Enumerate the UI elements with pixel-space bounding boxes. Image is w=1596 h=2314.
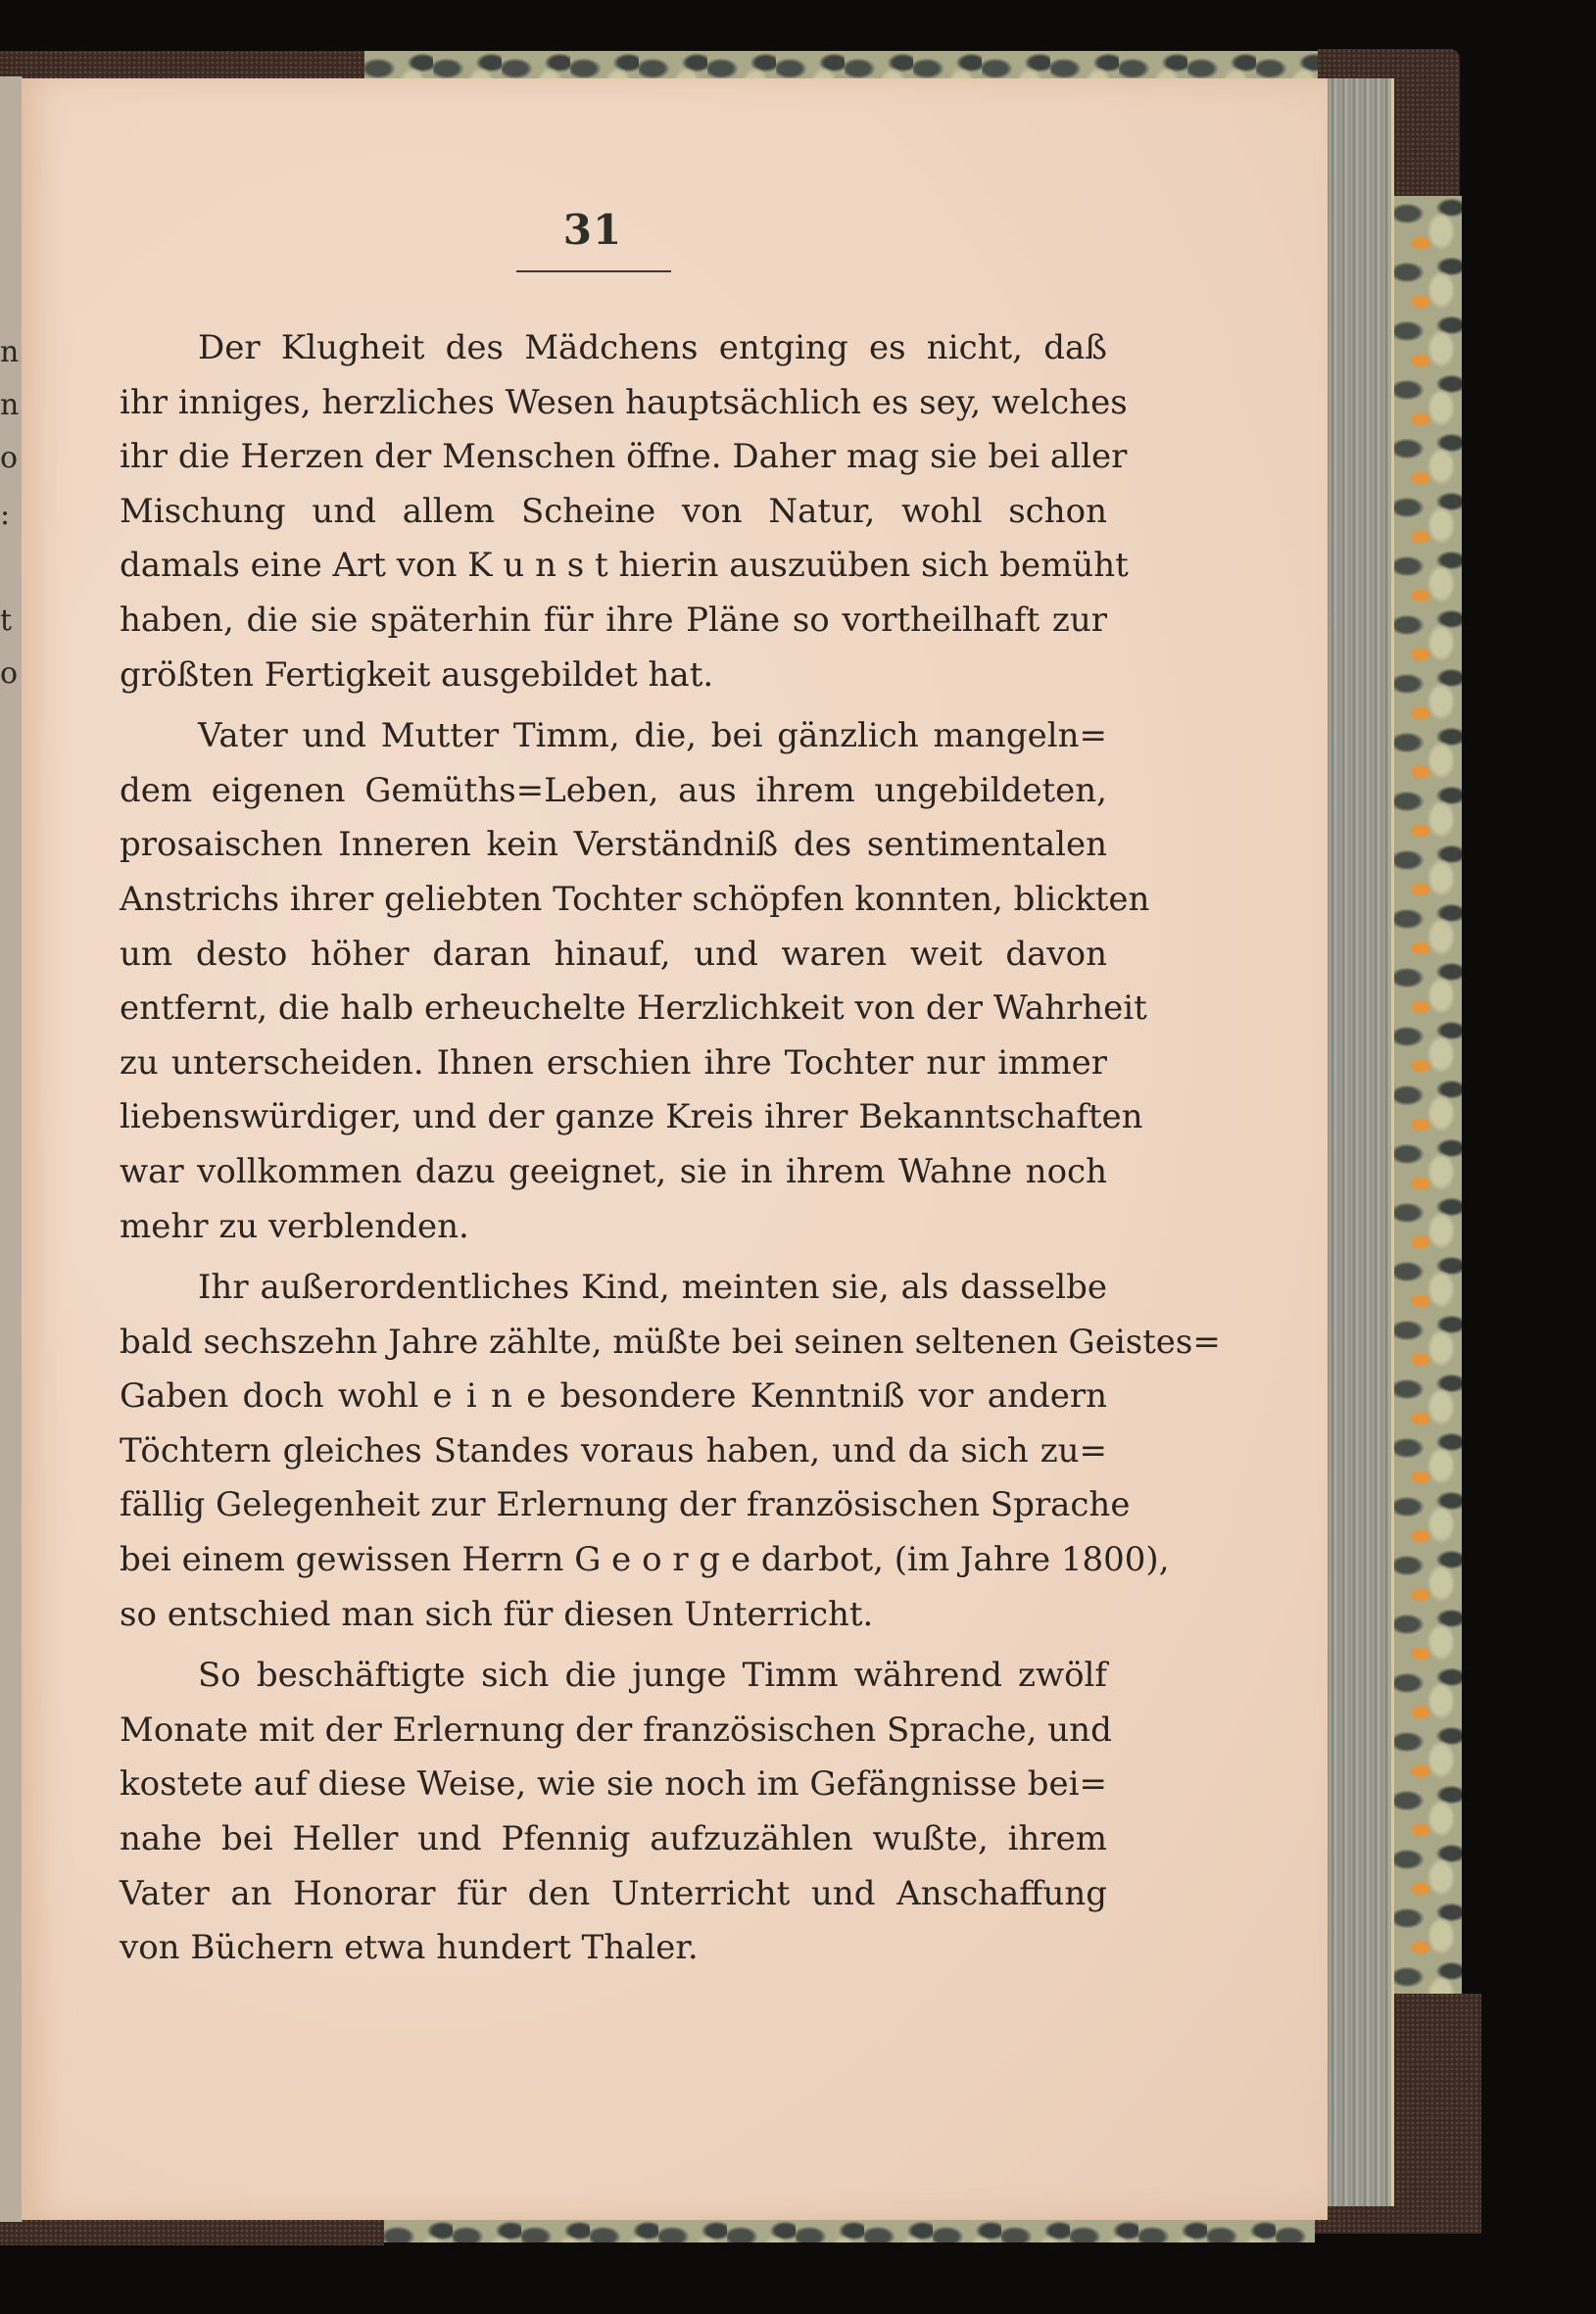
text-line: so entschied man sich für diesen Unterricht. [120,1594,874,1634]
text-line: mehr zu verblenden. [120,1206,469,1246]
paragraph-1 [120,321,1129,702]
text-line: damals eine Art von K u n s t hierin auszuüben sich bemüht [120,546,1129,586]
text-line: Ihr außerordentliches Kind, meinten sie, als dasselbe [198,1268,1107,1308]
header-rule [516,270,671,272]
text-line: prosaischen Inneren kein Verständniß des sentimentalen [120,825,1107,865]
bottom-cloth-binding [0,2219,384,2245]
facing-fragment: o [0,656,19,691]
facing-fragment: o [0,441,19,475]
text-line: ihr die Herzen der Menschen öffne. Daher mag sie bei aller [120,437,1128,477]
text-line: liebenswürdiger, und der ganze Kreis ihrer Bekanntschaften [120,1097,1143,1137]
facing-fragment: t [0,603,13,638]
text-line: Der Klugheit des Mädchens entging es nicht, daß [198,328,1107,367]
text-line: kostete auf diese Weise, wie sie noch im Gefängnisse bei= [120,1764,1107,1805]
text-line: Mischung und allem Scheine von Natur, wohl schon [120,491,1107,531]
bottom-marbled-board [384,2219,1315,2242]
page-edges-stack [1328,78,1394,2206]
text-line: größten Fertigkeit ausgebildet hat. [120,654,714,695]
text-line: war vollkommen dazu geeignet, sie in ihrem Wahne noch [120,1151,1107,1191]
facing-fragment: n [0,388,20,422]
text-line: ihr inniges, herzliches Wesen hauptsächlich es sey, welches [120,382,1128,422]
body-text [120,321,1221,1983]
text-line: Gaben doch wohl e i n e besondere Kenntniß vor andern [120,1376,1107,1417]
right-marbled-board [1393,196,1462,1999]
page-number: 31 [562,206,623,254]
top-marbled-board [364,51,1320,78]
facing-page-edge [0,76,23,2222]
text-line: haben, die sie späterhin für ihre Pläne so vortheilhaft zur [120,600,1107,640]
text-line: dem eigenen Gemüths=Leben, aus ihrem ungebildeten, [120,770,1107,810]
text-line: Vater an Honorar für den Unterricht und Anschaffung [120,1873,1107,1913]
text-line: Töchtern gleiches Standes voraus haben, und da sich zu= [120,1430,1107,1470]
text-line: nahe bei Heller und Pfennig aufzuzählen wußte, ihrem [120,1819,1107,1859]
facing-fragment: n [0,335,20,369]
text-line: um desto höher daran hinauf, und waren weit davon [120,934,1107,974]
text-line: zu unterscheiden. Ihnen erschien ihre Tochter nur immer [120,1042,1107,1083]
paragraph-2 [120,709,1150,1254]
text-line: Anstrichs ihrer geliebten Tochter schöpfen konnten, blickten [120,879,1150,919]
text-line: Monate mit der Erlernung der französischen Sprache, und [120,1710,1112,1750]
text-line: Vater und Mutter Timm, die, bei gänzlich mangeln= [198,716,1107,756]
text-line: von Büchern etwa hundert Thaler. [120,1928,699,1968]
facing-fragment: : [0,498,11,532]
top-cloth-binding [0,51,364,78]
paragraph-3 [120,1261,1221,1642]
text-line: bei einem gewissen Herrn G e o r g e darbot, (im Jahre 1800), [120,1540,1170,1580]
paragraph-4 [120,1649,1112,1976]
text-line: bald sechszehn Jahre zählte, müßte bei seinen seltenen Geistes= [120,1322,1221,1362]
text-line: fällig Gelegenheit zur Erlernung der französischen Sprache [120,1485,1131,1525]
text-line: entfernt, die halb erheuchelte Herzlichkeit von der Wahrheit [120,988,1147,1029]
text-line: So beschäftigte sich die junge Timm während zwölf [198,1656,1107,1696]
